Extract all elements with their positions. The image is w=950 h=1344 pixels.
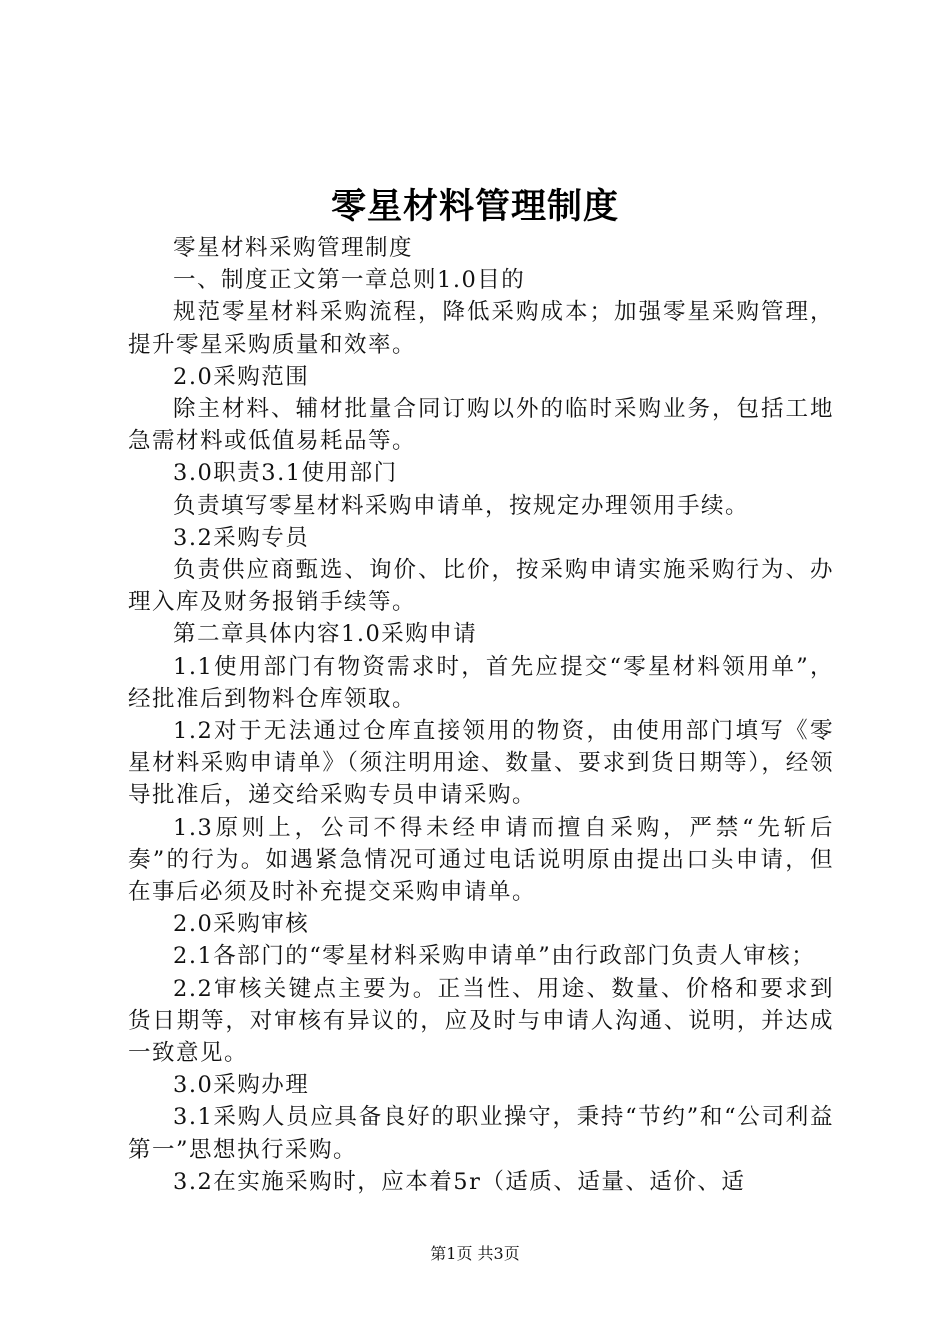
- paragraph: 2.0采购范围: [173, 363, 310, 390]
- paragraph: 一、制度正文第一章总则1.0目的: [173, 267, 526, 294]
- paragraph: 负责供应商甄选、询价、比价，按采购申请实施采购行为、办理入库及财务报销手续等。: [128, 557, 834, 616]
- paragraph: 2.0采购审核: [173, 911, 310, 938]
- paragraph: 2.2审核关键点主要为。正当性、用途、数量、价格和要求到货日期等，对审核有异议的，应及时与申请人沟通、说明，并达成一致意见。: [128, 975, 834, 1067]
- paragraph: 1.1使用部门有物资需求时，首先应提交“零星材料领用单”，经批准后到物料仓库领取。: [128, 653, 834, 712]
- paragraph: 3.0职责3.1使用部门: [173, 460, 398, 487]
- paragraph: 除主材料、辅材批量合同订购以外的临时采购业务，包括工地急需材料或低值易耗品等。: [128, 396, 834, 455]
- paragraph: 3.2采购专员: [173, 524, 310, 551]
- paragraph: 1.3原则上，公司不得未经申请而擅自采购，严禁“先斩后奏”的行为。如遇紧急情况可通过电话说明原由提出口头申请，但在事后必须及时补充提交采购申请单。: [128, 814, 834, 906]
- page-footer: 第1页 共3页: [430, 1244, 520, 1263]
- paragraph: 1.2对于无法通过仓库直接领用的物资，由使用部门填写《零星材料采购申请单》（须注明用途、数量、要求到货日期等），经领导批准后，递交给采购专员申请采购。: [128, 718, 834, 809]
- paragraph: 3.0采购办理: [173, 1072, 310, 1099]
- paragraph: 零星材料采购管理制度: [173, 235, 414, 261]
- paragraph: 规范零星材料采购流程，降低采购成本；加强零星采购管理，提升零星采购质量和效率。: [128, 299, 834, 358]
- document-body: [128, 232, 834, 1198]
- paragraph: 负责填写零星材料采购申请单，按规定办理领用手续。: [173, 492, 750, 519]
- paragraph: 2.1各部门的“零星材料采购申请单”由行政部门负责人审核；: [173, 943, 816, 970]
- paragraph: 3.2在实施采购时，应本着5r（适质、适量、适价、适: [173, 1168, 746, 1195]
- paragraph: 第二章具体内容1.0采购申请: [173, 621, 478, 648]
- document-title: 零星材料管理制度: [330, 187, 619, 227]
- paragraph: 3.1采购人员应具备良好的职业操守，秉持“节约”和“公司利益第一”思想执行采购。: [128, 1104, 834, 1163]
